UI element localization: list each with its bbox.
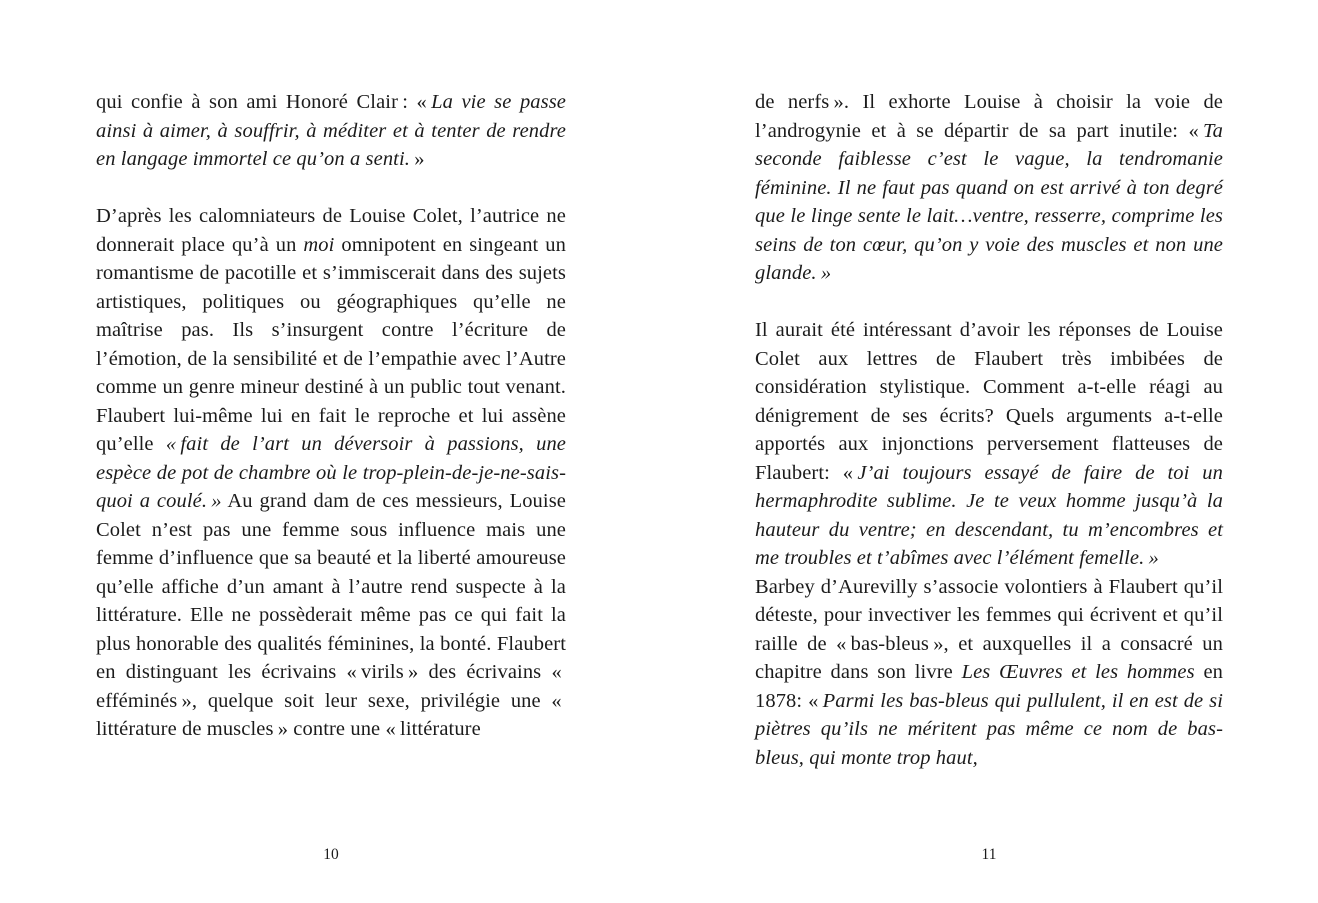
right-page-text	[755, 88, 1223, 772]
italic-quote-text: moi	[303, 233, 335, 256]
italic-quote-text: Ta seconde faiblesse c’est le vague, la tendromanie féminine. Il ne faut pas quand on est arrivé à ton degré que le linge sente le lait…ventre, resserre, comprime les seins de ton cœur, qu’on y voie des muscles et non une glande. »	[755, 119, 1223, 284]
body-text: D’après les calomniateurs de Louise Colet, l’autrice ne donnerait place qu’à un	[96, 205, 566, 256]
body-text: de nerfs ». Il exhorte Louise à choisir la voie de l’androgynie et à se départir de sa part inutile: «	[755, 91, 1223, 142]
italic-quote-text: Parmi les bas-bleus qui pullulent, il en est de si piètres qu’ils ne méritent pas même ce nom de bas-bleus, qui monte trop haut,	[755, 689, 1223, 769]
italic-quote-text: « fait de l’art un déversoir à passions, une espèce de pot de chambre où le trop-plein-de-je-ne-sais-quoi a coulé. »	[96, 433, 566, 512]
body-text: Barbey d’Aurevilly s’associe volontiers à Flaubert qu’il déteste, pour invectiver les femmes qui écrivent et qu’il raille de « bas-bleus », et auxquelles il a consacré un chapitre dans son livre	[755, 575, 1223, 683]
italic-quote-text: La vie se passe ainsi à aimer, à souffrir, à méditer et à tenter de rendre en langage immortel ce qu’on a senti.	[96, 91, 567, 170]
paragraph	[755, 88, 1223, 288]
italic-quote-text: Les Œuvres et les hommes	[961, 661, 1195, 683]
paragraph	[755, 316, 1223, 573]
body-text: qui confie à son ami Honoré Clair : «	[96, 91, 432, 113]
left-page-number: 10	[323, 846, 339, 863]
body-text: Au grand dam de ces messieurs, Louise Colet n’est pas une femme sous influence mais une femme d’influence que sa beauté et la liberté amoureuse qu’elle affiche d’un amant à l’autre rend suspecte à la littérature. Elle ne possèderait même pas ce qui fait la plus honorable des qualités féminines, la bonté. Flaubert en distinguant les écrivains « virils » des écrivains « efféminés », quelque soit leur sexe, privilégie une « littérature de muscles » contre une « littérature	[96, 490, 566, 740]
left-page-text	[96, 88, 566, 744]
paragraph	[96, 202, 566, 744]
body-text: omnipotent en singeant un romantisme de pacotille et s’immiscerait dans des sujets artistiques, politiques ou géographiques qu’elle ne maîtrise pas. Ils s’insurgent contre l’écriture de l’émotion, de la sensibilité et de l’empathie avec l’Autre comme un genre mineur destiné à un public tout venant. Flaubert lui-même lui en fait le reproche et lui assène qu’elle	[96, 233, 566, 455]
body-text: Il aurait été intéressant d’avoir les réponses de Louise Colet aux lettres de Flaubert très imbibées de considération stylistique. Comment a-t-elle réagi au dénigrement de ses écrits? Quels arguments a-t-elle apportés aux injonctions perversement flatteuses de Flaubert: «	[755, 319, 1223, 484]
body-text: »	[409, 148, 425, 170]
paragraph	[96, 88, 566, 174]
right-page-number: 11	[981, 846, 997, 863]
body-text: en 1878: «	[755, 661, 1223, 712]
italic-quote-text: J’ai toujours essayé de faire de toi un hermaphrodite sublime. Je te veux homme jusqu’à la hauteur du ventre; en descendant, tu m’encombres et me troubles et t’abîmes avec l’élément femelle. »	[755, 461, 1223, 569]
paragraph	[755, 573, 1223, 773]
